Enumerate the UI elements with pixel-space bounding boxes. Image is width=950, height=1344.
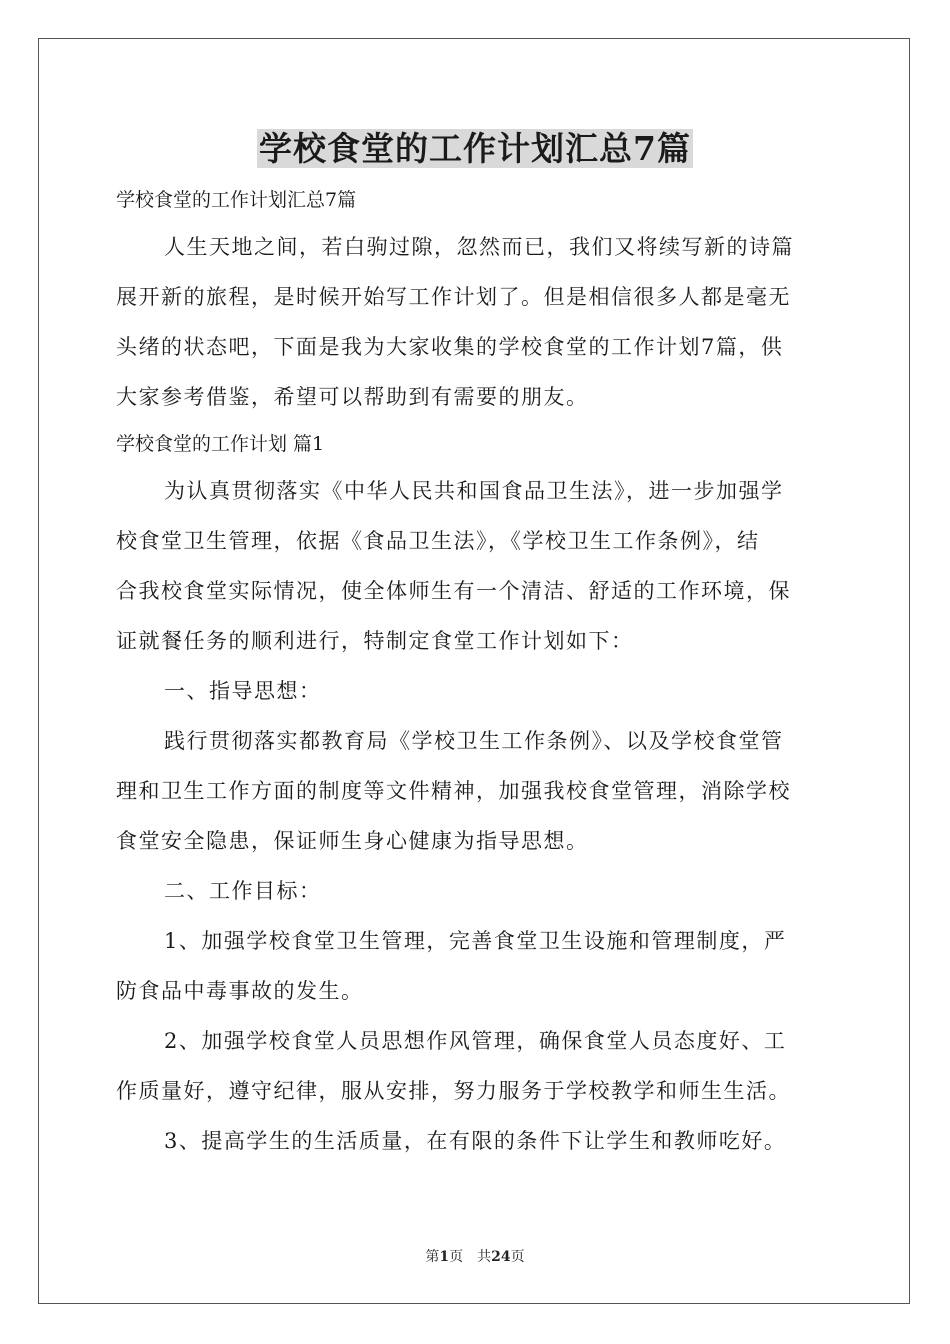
goal-3 <box>116 1116 834 1166</box>
paragraph-line: 理和卫生工作方面的制度等文件精神，加强我校食堂管理，消除学校 <box>116 779 791 803</box>
intro-paragraph <box>116 222 834 422</box>
paragraph-line: 食堂安全隐患，保证师生身心健康为指导思想。 <box>116 829 589 853</box>
paragraph-line: 2、加强学校食堂人员思想作风管理，确保食堂人员态度好、工 <box>164 1029 787 1053</box>
intro-line: 大家参考借鉴，希望可以帮助到有需要的朋友。 <box>116 385 589 409</box>
footer-mid: 页 共 <box>449 1249 492 1265</box>
heading-guiding-ideology: 一、指导思想： <box>164 679 322 703</box>
footer-prefix: 第 <box>425 1249 440 1265</box>
paragraph-line: 3、提高学生的生活质量，在有限的条件下让学生和教师吃好。 <box>164 1129 787 1153</box>
paragraph-line: 为认真贯彻落实《中华人民共和国食品卫生法》，进一步加强学 <box>164 479 784 503</box>
footer-suffix: 页 <box>510 1249 525 1265</box>
paragraph-line: 践行贯彻落实都教育局《学校卫生工作条例》、以及学校食堂管 <box>164 729 784 753</box>
goal-1 <box>116 916 834 1016</box>
page-footer <box>0 1246 950 1266</box>
guiding-paragraph <box>116 716 834 866</box>
paragraph-line: 作质量好，遵守纪律，服从安排，努力服务于学校教学和师生生活。 <box>116 1079 791 1103</box>
paragraph-line: 1、加强学校食堂卫生管理，完善食堂卫生设施和管理制度，严 <box>164 929 787 953</box>
document-title-text: 学校食堂的工作计划汇总7篇 <box>259 129 691 168</box>
intro-line: 人生天地之间，若白驹过隙，忽然而已，我们又将续写新的诗篇 <box>164 235 794 259</box>
section-heading: 学校食堂的工作计划 篇1 <box>116 433 325 455</box>
paragraph-line: 校食堂卫生管理，依据《食品卫生法》，《学校卫生工作条例》，结 <box>116 529 760 553</box>
current-page-number: 1 <box>439 1249 450 1265</box>
intro-line: 展开新的旅程，是时候开始写工作计划了。但是相信很多人都是毫无 <box>116 285 791 309</box>
total-pages-number: 24 <box>491 1249 511 1265</box>
document-body <box>116 178 834 1166</box>
paragraph-line: 证就餐任务的顺利进行，特制定食堂工作计划如下： <box>116 629 634 653</box>
paragraph-line: 合我校食堂实际情况，使全体师生有一个清洁、舒适的工作环境，保 <box>116 579 791 603</box>
document-title <box>0 126 950 172</box>
heading-work-goals: 二、工作目标： <box>164 879 322 903</box>
intro-line: 头绪的状态吧，下面是我为大家收集的学校食堂的工作计划7篇，供 <box>116 335 784 359</box>
paragraph-line: 防食品中毒事故的发生。 <box>116 979 364 1003</box>
goal-2 <box>116 1016 834 1116</box>
subtitle: 学校食堂的工作计划汇总7篇 <box>116 189 357 211</box>
section1-paragraph <box>116 466 834 666</box>
